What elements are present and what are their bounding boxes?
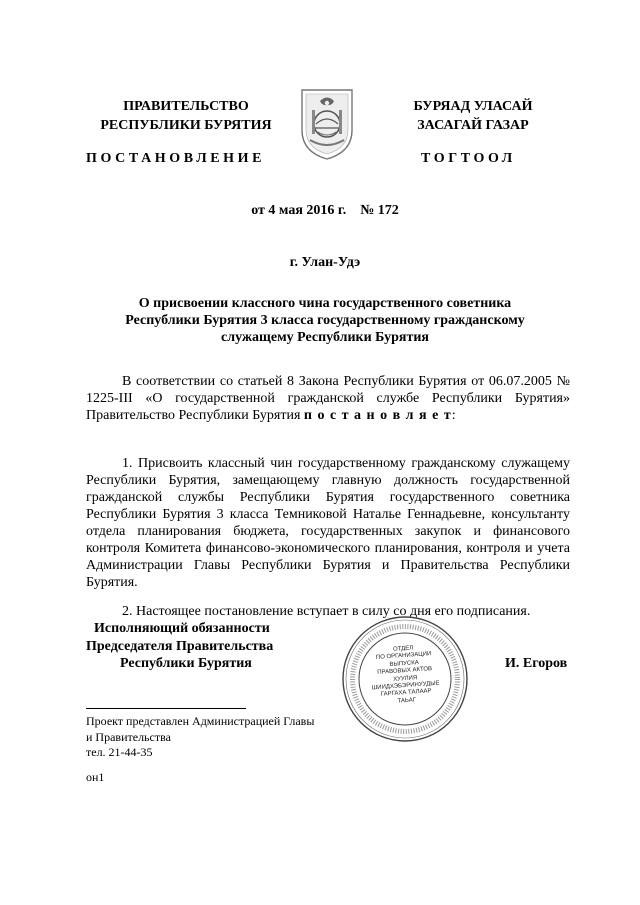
- stamp-line8: ТАЬАГ: [397, 697, 417, 705]
- footer-line2: и Правительства: [86, 729, 171, 744]
- header-left-line1: ПРАВИТЕЛЬСТВО: [123, 99, 249, 114]
- signature-block: [86, 620, 316, 673]
- stamp-line3: ВЫПУСКА: [389, 659, 419, 668]
- official-stamp: [340, 614, 470, 744]
- signature-line2: Председателя Правительства: [86, 638, 274, 654]
- stamp-line2: ПО ОРГАНИЗАЦИИ: [375, 651, 432, 662]
- preamble-paragraph: [86, 373, 570, 424]
- header-left: [86, 97, 286, 135]
- preamble-colon: :: [451, 408, 456, 423]
- decree-title: [60, 295, 590, 346]
- coat-of-arms-emblem-icon: [298, 86, 356, 162]
- stamp-text: [363, 643, 447, 708]
- stamp-line4: ПРАВОВЫХ АКТОВ: [377, 666, 433, 677]
- header-right: [378, 97, 568, 135]
- item-2-paragraph: 2. Настоящее постановление вступает в силу со дня его подписания.: [122, 604, 531, 619]
- footer-line3: тел. 21-44-35: [86, 745, 153, 759]
- decree-word: п о с т а н о в л я е т: [303, 408, 452, 423]
- signature-line3: Республики Бурятия: [120, 656, 252, 671]
- signer-name: И. Егоров: [505, 656, 568, 671]
- stamp-line6: ШИИДХЭБЭРИНУУДЫЕ: [371, 680, 440, 692]
- stamp-line5: ХУУЛИЯ: [393, 674, 418, 683]
- header-right-line1: БУРЯАД УЛАСАЙ: [413, 99, 533, 114]
- doc-type-left: ПОСТАНОВЛЕНИЕ: [86, 151, 266, 166]
- signature-line1: Исполняющий обязанности: [94, 621, 270, 636]
- title-line2: Республики Бурятия 3 класса государственному гражданскому: [125, 313, 525, 328]
- title-line3: служащему Республики Бурятия: [221, 330, 429, 345]
- footer-note: [86, 714, 314, 761]
- doc-type-right: ТОГТООЛ: [421, 151, 516, 166]
- stamp-line7: ГАРГАХА ТАЛААР: [380, 688, 432, 699]
- header-left-line2: РЕСПУБЛИКИ БУРЯТИЯ: [100, 118, 272, 133]
- footer-code: он1: [86, 770, 105, 784]
- date-number: от 4 мая 2016 г. № 172: [251, 203, 399, 218]
- title-line1: О присвоении классного чина государственного советника: [138, 296, 512, 311]
- stamp-line1: ОТДЕЛ: [392, 645, 414, 653]
- city: г. Улан-Удэ: [289, 255, 361, 270]
- footer-divider: [86, 708, 246, 709]
- item-1-paragraph: 1. Присвоить классный чин государственному гражданскому служащему Республики Бурятия, замещающему главную должность государственной гражданской службы Республики Бурятия государственного советника Республики Бурятия 3 класса Темниковой Наталье Геннадьевне, консультанту отдела планирования бюджета, государственных закупок и финансового контроля Комитета финансово-экономического планирования, контроля и учета Администрации Главы Республики Бурятия и Правительства Республики Бурятия.: [86, 456, 570, 590]
- header-right-line2: ЗАСАГАЙ ГАЗАР: [417, 118, 529, 133]
- preamble-text: В соответствии со статьей 8 Закона Республики Бурятия от 06.07.2005 № 1225-III «О государственной гражданской службе Республики Бурятия» Правительство Республики Бурятия: [86, 374, 570, 423]
- footer-line1: Проект представлен Администрацией Главы: [86, 714, 315, 728]
